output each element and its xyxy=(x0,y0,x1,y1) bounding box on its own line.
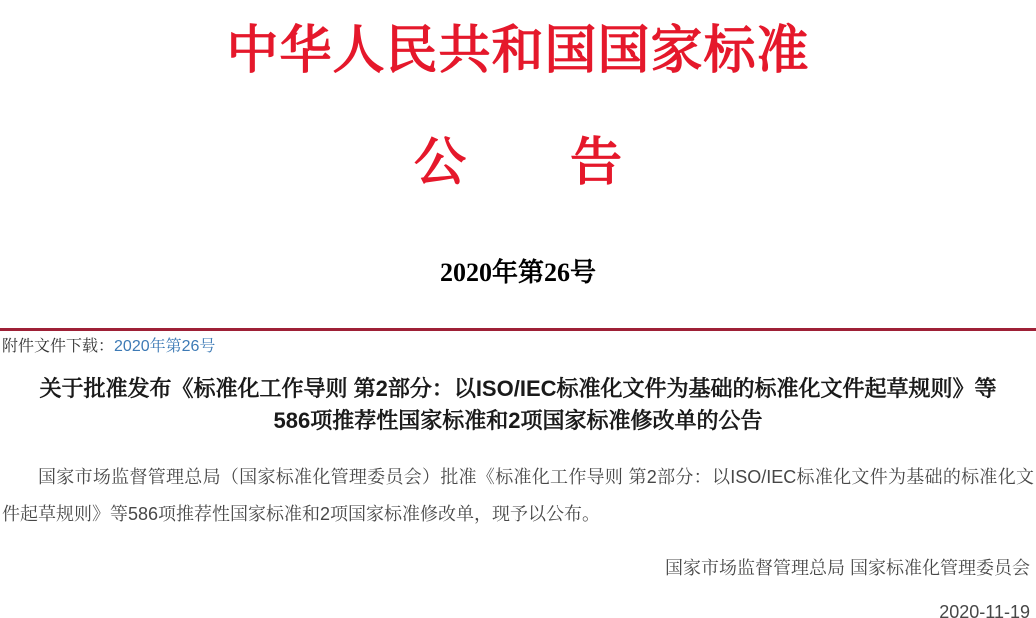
document-header xyxy=(0,0,1036,290)
announcement-heading: 公 告 xyxy=(413,135,622,192)
publication-date: 2020-11-19 xyxy=(939,602,1030,618)
attachment-download-link[interactable]: 2020年第26号 xyxy=(114,338,216,355)
attachment-download-row xyxy=(0,331,1036,365)
issuing-agencies-signature: 国家市场监督管理总局 国家标准化管理委员会 xyxy=(665,558,1030,578)
document-number: 2020年第26号 xyxy=(439,258,596,287)
national-standard-heading: 中华人民共和国国家标准 xyxy=(226,23,810,80)
article-title-line-1: 关于批准发布《标准化工作导则 第2部分：以ISO/IEC标准化文件为基础的标准化文件起草规则》等 xyxy=(39,376,997,401)
attachment-download-label: 附件文件下载： xyxy=(2,338,115,355)
article-title-line-2: 586项推荐性国家标准和2项国家标准修改单的公告 xyxy=(273,408,763,433)
article-title xyxy=(0,373,1036,437)
article-body-paragraph: 国家市场监督管理总局（国家标准化管理委员会）批准《标准化工作导则 第2部分：以ISO/IEC标准化文件为基础的标准化文件起草规则》等586项推荐性国家标准和2项国家标准修改单，现予以公布。 xyxy=(2,467,1034,524)
